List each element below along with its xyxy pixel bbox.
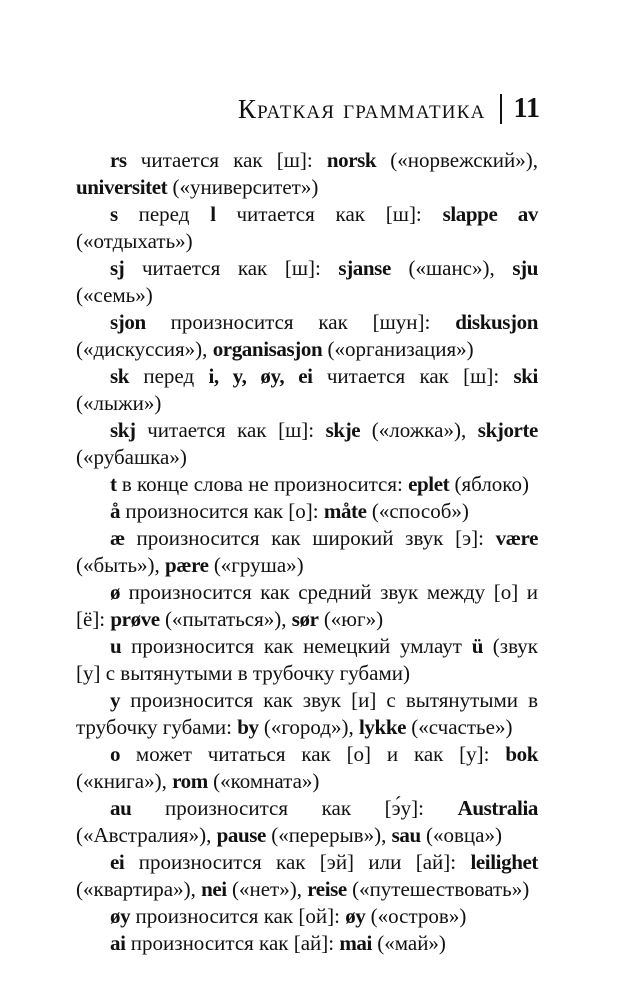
rule-text: произносится как [э́у]: [131, 796, 458, 820]
norwegian-term: au [110, 796, 132, 820]
norwegian-term: pære [165, 553, 209, 577]
rule-text: (звук [у] с вытянутыми в трубочку губами) [76, 634, 538, 685]
section-title: Краткая грамматика [237, 94, 486, 124]
rule-text: («путешествовать») [346, 877, 530, 901]
rule-paragraph [76, 687, 538, 741]
norwegian-term: ski [513, 364, 538, 388]
norwegian-term: skjorte [477, 418, 538, 442]
norwegian-term: sj [110, 256, 125, 280]
rule-paragraph [76, 255, 538, 309]
rule-paragraph [76, 201, 538, 255]
norwegian-term: ei [110, 850, 125, 874]
norwegian-term: ø [110, 580, 121, 604]
rule-text: (яблоко) [449, 472, 529, 496]
rule-text: произносится как [эй] или [ай]: [124, 850, 471, 874]
page-number: 11 [513, 93, 540, 124]
rule-text: («шанс»), [390, 256, 513, 280]
norwegian-term: Australia [457, 796, 538, 820]
rule-paragraph [76, 849, 538, 903]
rule-text: произносится как [о]: [120, 499, 324, 523]
norwegian-term: mai [339, 931, 372, 955]
norwegian-term: l [210, 202, 216, 226]
rule-text: («перерыв»), [265, 823, 392, 847]
norwegian-term: sk [110, 364, 130, 388]
rule-text: («быть»), [76, 553, 166, 577]
rule-paragraph [76, 525, 538, 579]
rule-text: («май») [371, 931, 446, 955]
rule-text: («комната») [207, 769, 320, 793]
rule-paragraph [76, 795, 538, 849]
rule-text: читается как [ш]: [126, 148, 327, 172]
norwegian-term: være [495, 526, 538, 550]
rule-text: («юг») [318, 607, 384, 631]
rule-text: произносится как [шун]: [145, 310, 456, 334]
rule-paragraph [76, 147, 538, 201]
norwegian-term: u [110, 634, 122, 658]
norwegian-term: å [110, 499, 121, 523]
norwegian-term: sør [291, 607, 319, 631]
norwegian-term: nei [201, 877, 227, 901]
norwegian-term: universitet [76, 175, 168, 199]
norwegian-term: måte [323, 499, 367, 523]
norwegian-term: slappe av [442, 202, 538, 226]
rule-text: («норвежский»), [376, 148, 538, 172]
rule-text: читается как [ш]: [215, 202, 443, 226]
norwegian-term: lykke [359, 715, 407, 739]
rule-text: произносится как широкий звук [э]: [124, 526, 496, 550]
rule-paragraph [76, 633, 538, 687]
norwegian-term: by [237, 715, 259, 739]
rule-paragraph [76, 498, 538, 525]
rule-text: («отдыхать») [76, 229, 193, 253]
rule-paragraph [76, 417, 538, 471]
rule-text: («университет») [167, 175, 319, 199]
rule-text: перед [117, 202, 211, 226]
running-head [238, 93, 540, 125]
norwegian-term: norsk [326, 148, 377, 172]
rule-text: («счастье») [406, 715, 513, 739]
rule-text: произносится как [ай]: [125, 931, 340, 955]
rule-text: («семь») [76, 283, 153, 307]
rule-paragraph [76, 930, 538, 957]
rule-text: («книга»), [76, 769, 173, 793]
rule-text: читается как [ш]: [312, 364, 514, 388]
norwegian-term: øy [345, 904, 366, 928]
norwegian-term: diskusjon [455, 310, 538, 334]
rule-text: произносится как [ой]: [130, 904, 346, 928]
norwegian-term: øy [110, 904, 131, 928]
rule-text: («ложка»), [360, 418, 478, 442]
norwegian-term: skje [325, 418, 361, 442]
rule-text: может читаться как [о] и как [у]: [120, 742, 506, 766]
rule-text: («способ») [366, 499, 469, 523]
norwegian-term: i, y, øy, ei [208, 364, 313, 388]
rule-paragraph [76, 903, 538, 930]
norwegian-term: o [110, 742, 121, 766]
rule-text: («груша») [208, 553, 304, 577]
rule-text: («Австралия»), [76, 823, 217, 847]
norwegian-term: ai [110, 931, 126, 955]
rule-text: («организация») [322, 337, 474, 361]
rule-text: произносится как немецкий умлаут [121, 634, 472, 658]
rule-paragraph [76, 363, 538, 417]
norwegian-term: prøve [110, 607, 160, 631]
rule-text: («нет»), [226, 877, 308, 901]
norwegian-term: skj [110, 418, 136, 442]
norwegian-term: y [110, 688, 121, 712]
rule-text: («квартира»), [76, 877, 202, 901]
rule-text: читается как [ш]: [124, 256, 339, 280]
norwegian-term: rs [110, 148, 127, 172]
header-separator [500, 94, 502, 124]
rule-text: («пытаться»), [159, 607, 292, 631]
rule-paragraph [76, 309, 538, 363]
rule-text: произносится как средний звук между [о] и [ё]: [76, 580, 538, 631]
norwegian-term: sjon [110, 310, 146, 334]
rule-text: («лыжи») [76, 391, 162, 415]
rule-text: («овца») [420, 823, 502, 847]
norwegian-term: pause [216, 823, 266, 847]
norwegian-term: organisasjon [212, 337, 323, 361]
rule-paragraph [76, 579, 538, 633]
rule-text: произносится как звук [и] с вытянутыми в трубочку губами: [76, 688, 538, 739]
rule-text: перед [129, 364, 209, 388]
norwegian-term: leilighet [470, 850, 538, 874]
rule-text: («остров») [365, 904, 467, 928]
rule-paragraph [76, 741, 538, 795]
norwegian-term: æ [110, 526, 125, 550]
norwegian-term: bok [505, 742, 538, 766]
norwegian-term: rom [172, 769, 208, 793]
rule-paragraph [76, 471, 538, 498]
norwegian-term: sau [391, 823, 421, 847]
rule-text: в конце слова не произносится: [116, 472, 409, 496]
rule-text: («город»), [258, 715, 359, 739]
norwegian-term: s [110, 202, 118, 226]
norwegian-term: sju [512, 256, 538, 280]
norwegian-term: reise [307, 877, 347, 901]
rule-text: («дискуссия»), [76, 337, 213, 361]
norwegian-term: ü [471, 634, 483, 658]
norwegian-term: sjanse [338, 256, 391, 280]
rule-text: читается как [ш]: [135, 418, 326, 442]
norwegian-term: eplet [408, 472, 450, 496]
norwegian-term: t [110, 472, 117, 496]
rule-text: («рубашка») [76, 445, 187, 469]
pronunciation-rules-text [76, 147, 538, 957]
